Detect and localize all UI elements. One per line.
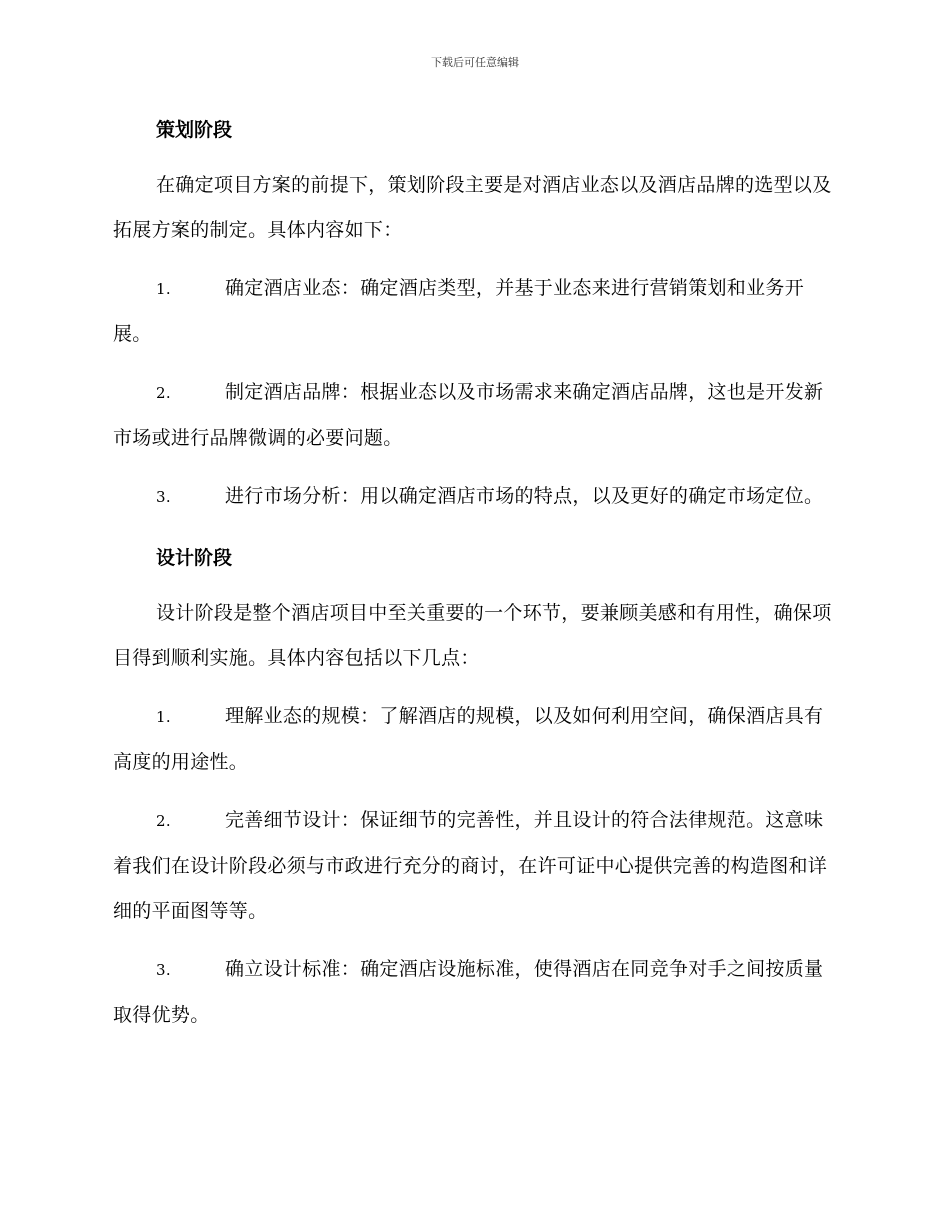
header-note: 下载后可任意编辑	[431, 56, 519, 69]
section-heading-planning: 策划阶段	[156, 119, 233, 141]
list-item	[113, 266, 835, 357]
list-item-number: 3.	[156, 961, 171, 979]
list-item	[113, 370, 835, 461]
list-item-number: 2.	[156, 384, 171, 402]
list-item-text: 理解业态的规模：了解酒店的规模，以及如何利用空间，确保酒店具有高度的用途性。	[113, 705, 824, 773]
list-item-number: 3.	[156, 488, 171, 506]
list-item-number: 1.	[156, 708, 171, 726]
list-item-text: 进行市场分析：用以确定酒店市场的特点，以及更好的确定市场定位。	[225, 485, 824, 507]
list-item-number: 1.	[156, 280, 171, 298]
list-item-text: 确立设计标准：确定酒店设施标准，使得酒店在同竞争对手之间按质量取得优势。	[113, 958, 824, 1026]
list-item	[113, 694, 835, 785]
list-item-number: 2.	[156, 812, 171, 830]
list-item	[113, 798, 835, 934]
list-item-text: 制定酒店品牌：根据业态以及市场需求来确定酒店品牌，这也是开发新市场或进行品牌微调的必要问题。	[113, 381, 824, 449]
list-item-text: 确定酒店业态：确定酒店类型，并基于业态来进行营销策划和业务开展。	[113, 277, 805, 345]
list-item-text: 完善细节设计：保证细节的完善性，并且设计的符合法律规范。这意味着我们在设计阶段必须与市政进行充分的商讨，在许可证中心提供完善的构造图和详细的平面图等等。	[113, 809, 828, 922]
section-intro-planning: 在确定项目方案的前提下，策划阶段主要是对酒店业态以及酒店品牌的选型以及拓展方案的制定。具体内容如下：	[113, 174, 832, 241]
section-heading-design: 设计阶段	[156, 547, 233, 569]
list-item	[113, 947, 835, 1038]
document-body	[113, 110, 835, 1038]
list-item	[113, 474, 835, 520]
section-intro-design: 设计阶段是整个酒店项目中至关重要的一个环节，要兼顾美感和有用性，确保项目得到顺利实施。具体内容包括以下几点：	[113, 602, 832, 669]
